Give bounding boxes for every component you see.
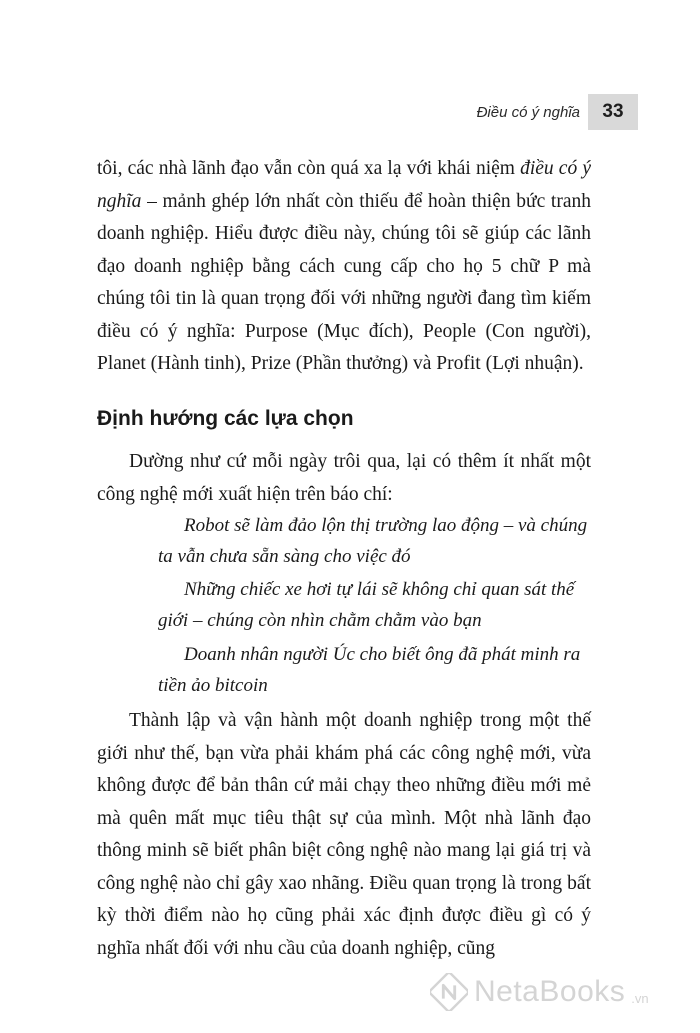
paragraph-leadership: Thành lập và vận hành một doanh nghiệp trong một thế giới như thế, bạn vừa phải khám phá các công nghệ mới, vừa không được để bản thân cứ mải chạy theo những điều mới mẻ mà quên mất mục tiêu thật sự của mình. Một nhà lãnh đạo thông minh sẽ biết phân biệt công nghệ nào mang lại giá trị và công nghệ nào chỉ gây xao nhãng. Điều quan trọng là trong bất kỳ thời điểm nào họ cũng phải xác định được điều gì có ý nghĩa nhất đối với nhu cầu của doanh nghiệp, cũng — [97, 710, 591, 959]
paragraph-intro — [97, 153, 591, 381]
headline-quote-bitcoin: Doanh nhân người Úc cho biết ông đã phát minh ra tiền ảo bitcoin — [158, 644, 581, 696]
watermark-suffix: .vn — [631, 991, 649, 1006]
page-header — [0, 94, 700, 130]
watermark-brand: NetaBooks — [474, 975, 626, 1008]
page-number-box — [588, 94, 638, 130]
watermark — [430, 972, 649, 1012]
headline-quote-self-driving-car: Những chiếc xe hơi tự lái sẽ không chỉ quan sát thế giới – chúng còn nhìn chằm chằm vào bạn — [158, 579, 575, 631]
paragraph-intro-text-1: tôi, các nhà lãnh đạo vẫn còn quá xa lạ với khái niệm — [97, 158, 521, 179]
paragraph-news: Dường như cứ mỗi ngày trôi qua, lại có thêm ít nhất một công nghệ mới xuất hiện trên báo chí: — [97, 451, 591, 505]
running-title: Điều có ý nghĩa — [476, 104, 580, 121]
section-heading: Định hướng các lựa chọn — [97, 407, 354, 430]
paragraph-intro-emphasis: điều có ý nghĩa — [97, 158, 592, 212]
headline-quote-robot: Robot sẽ làm đảo lộn thị trường lao động – và chúng ta vẫn chưa sẵn sàng cho việc đó — [158, 515, 588, 567]
netabooks-logo-icon — [430, 973, 468, 1011]
page-number: 33 — [602, 101, 624, 122]
paragraph-intro-text-2: – mảnh ghép lớn nhất còn thiếu để hoàn thiện bức tranh doanh nghiệp. Hiểu được điều này, chúng tôi sẽ giúp các lãnh đạo doanh nghiệp bằng cách cung cấp cho họ 5 chữ P mà chúng tôi tin là quan trọng đối với những người đang tìm kiếm điều có ý nghĩa: Purpose (Mục đích), People (Con người), Planet (Hành tinh), Prize (Phần thưởng) và Profit (Lợi nhuận). — [97, 190, 591, 374]
